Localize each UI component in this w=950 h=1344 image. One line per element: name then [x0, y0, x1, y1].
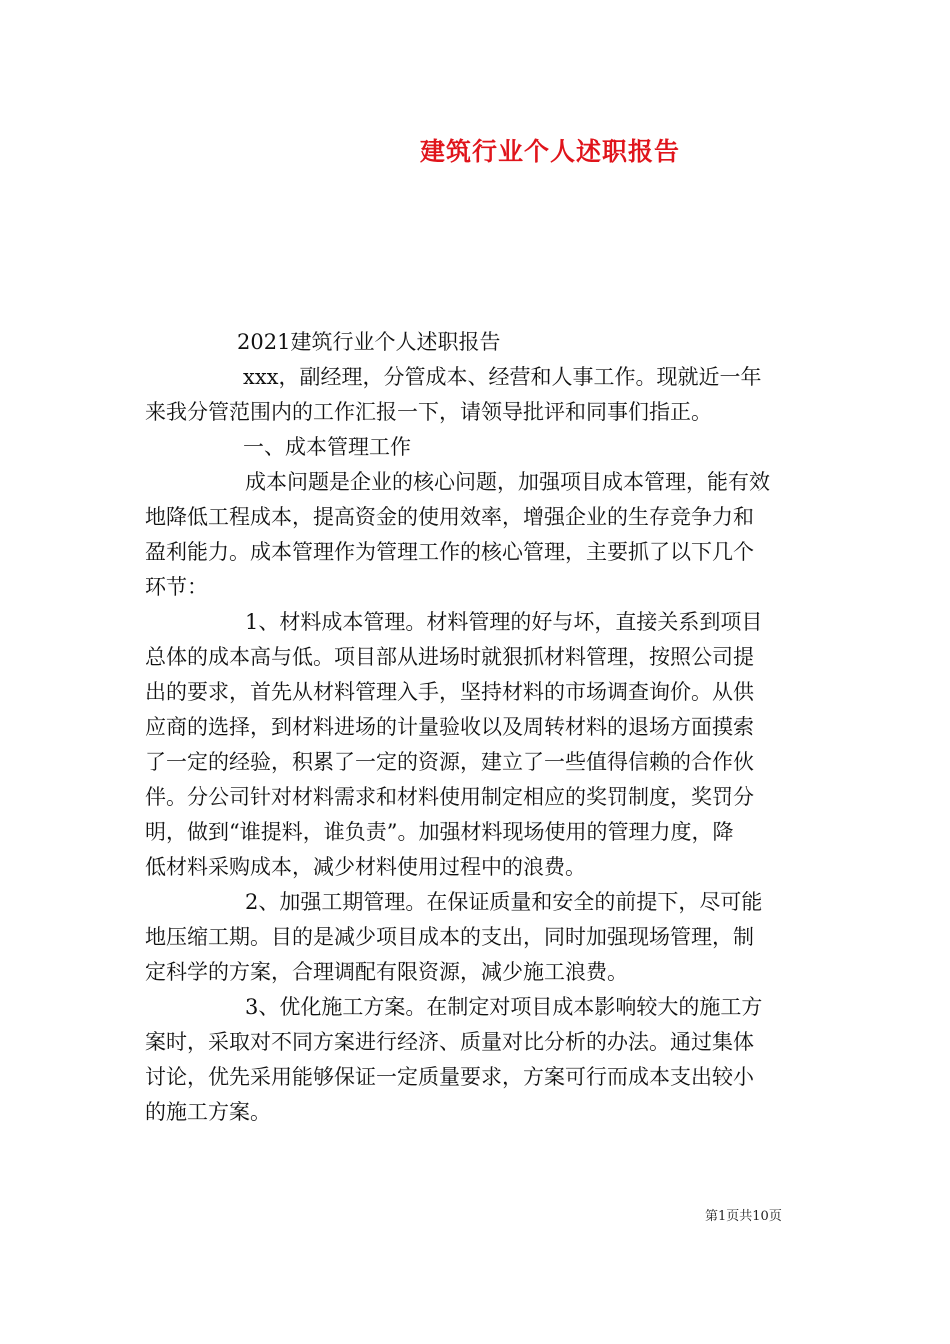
paragraph-line: 盈利能力。成本管理作为管理工作的核心管理，主要抓了以下几个 [145, 540, 754, 564]
paragraph-line: 成本问题是企业的核心问题，加强项目成本管理，能有效 [245, 470, 770, 494]
paragraph-line: 1、材料成本管理。材料管理的好与坏，直接关系到项目 [245, 610, 763, 634]
document-title: 建筑行业个人述职报告 [419, 137, 680, 166]
paragraph-line: 了一定的经验，积累了一定的资源，建立了一些值得信赖的合作伙 [145, 750, 754, 774]
page-number-footer: 第1页共10页 [705, 1209, 782, 1224]
paragraph-line: 2、加强工期管理。在保证质量和安全的前提下，尽可能 [245, 890, 763, 914]
paragraph-line: 应商的选择，到材料进场的计量验收以及周转材料的退场方面摸索 [145, 715, 754, 739]
report-subtitle: 2021建筑行业个人述职报告 [237, 330, 501, 354]
paragraph-line: 定科学的方案，合理调配有限资源，减少施工浪费。 [145, 960, 628, 984]
paragraph-line: xxx，副经理，分管成本、经营和人事工作。现就近一年 [243, 365, 762, 389]
paragraph-line: 地压缩工期。目的是减少项目成本的支出，同时加强现场管理，制 [145, 925, 754, 949]
section-heading: 一、成本管理工作 [243, 435, 411, 459]
paragraph-line: 地降低工程成本，提高资金的使用效率，增强企业的生存竞争力和 [145, 505, 754, 529]
paragraph-line: 来我分管范围内的工作汇报一下，请领导批评和同事们指正。 [145, 400, 712, 424]
paragraph-line: 明，做到“谁提料，谁负责”。加强材料现场使用的管理力度，降 [145, 820, 734, 844]
document-body [145, 325, 805, 1130]
paragraph-line: 总体的成本高与低。项目部从进场时就狠抓材料管理，按照公司提 [145, 645, 754, 669]
paragraph-line: 3、优化施工方案。在制定对项目成本影响较大的施工方 [245, 995, 763, 1019]
paragraph-line: 案时，采取对不同方案进行经济、质量对比分析的办法。通过集体 [145, 1030, 754, 1054]
paragraph-line: 出的要求，首先从材料管理入手，坚持材料的市场调查询价。从供 [145, 680, 754, 704]
paragraph-line: 讨论，优先采用能够保证一定质量要求，方案可行而成本支出较小 [145, 1065, 754, 1089]
paragraph-line: 低材料采购成本，减少材料使用过程中的浪费。 [145, 855, 586, 879]
paragraph-line: 环节： [145, 575, 208, 599]
paragraph-line: 的施工方案。 [145, 1100, 271, 1124]
paragraph-line: 伴。分公司针对材料需求和材料使用制定相应的奖罚制度，奖罚分 [145, 785, 754, 809]
